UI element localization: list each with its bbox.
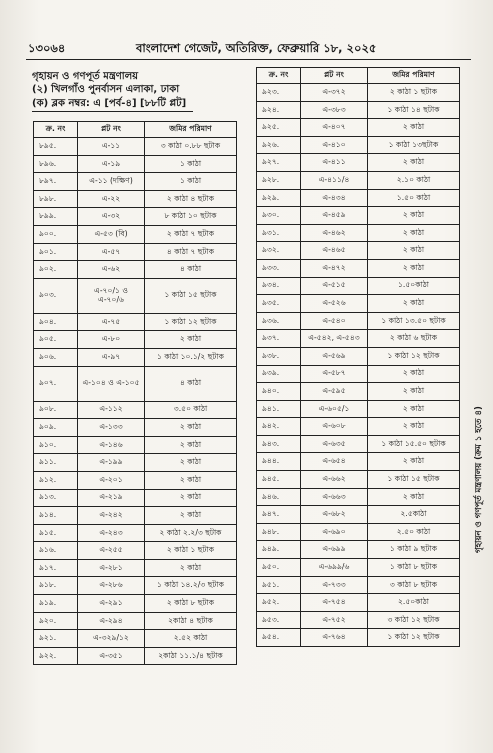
plot-no-cell: এ-৩২ (78, 208, 145, 226)
land-area-cell: ২.৫০কাঠা (368, 594, 460, 612)
land-area-cell: ২ কাঠা (368, 453, 460, 471)
land-area-cell: ২ কাঠা (145, 331, 237, 349)
table-row (257, 559, 460, 577)
table-row (257, 189, 460, 207)
serial-cell: ৯১৯. (34, 595, 78, 613)
table-row (34, 190, 237, 208)
land-area-cell: ১ কাঠা ১৪ ছটাক (368, 101, 460, 119)
serial-cell: ৯৩৩. (257, 259, 301, 277)
serial-cell: ৯২০. (34, 612, 78, 630)
area-name: (২) খিলগাঁও পুনর্বাসন এলাকা, ঢাকা (32, 84, 180, 95)
plot-no-cell: এ-৪৩৪ (301, 189, 368, 207)
table-row (257, 541, 460, 559)
serial-cell: ৯০৮. (34, 401, 78, 419)
serial-cell: ৯০৫. (34, 331, 78, 349)
land-area-cell: ১ কাঠা ১৫.৫০ ছটাক (368, 435, 460, 453)
plot-no-cell: এ-১১২ (78, 401, 145, 419)
table-row (257, 506, 460, 524)
land-area-cell: ২.১০ কাঠা (368, 171, 460, 189)
plot-no-cell: এ-৭৫ (78, 313, 145, 331)
table-row (34, 577, 237, 595)
plot-no-cell: এ-৩৮৩ (301, 101, 368, 119)
serial-cell: ৯১২. (34, 471, 78, 489)
land-area-cell: ৮ কাঠা ১০ ছটাক (145, 208, 237, 226)
plot-no-cell: এ-২৫৫ (78, 542, 145, 560)
table-row (34, 507, 237, 525)
header-rule (26, 59, 471, 60)
serial-cell: ৯৫২. (257, 594, 301, 612)
land-area-cell: ২ কাঠা (368, 119, 460, 137)
land-area-cell: ২ কাঠা (145, 559, 237, 577)
table-row (34, 595, 237, 613)
col-header-area: জমির পরিমাণ (145, 122, 237, 138)
table-row (257, 295, 460, 313)
serial-cell: ৯৪৭. (257, 506, 301, 524)
side-margin-note: গৃহায়ন ও গণপূর্ত মন্ত্রণালয় (ক্রম ১ হতে ৪) (474, 406, 484, 553)
serial-cell: ৯০৬. (34, 348, 78, 366)
land-area-cell: ১ কাঠা ১৩.৫০ ছটাক (368, 312, 460, 330)
table-row (257, 400, 460, 418)
land-area-cell: ২ কাঠা (368, 295, 460, 313)
col-header-plot: প্লট নং (301, 68, 368, 84)
land-area-cell: ২.৫কাঠা (368, 506, 460, 524)
serial-cell: ৯০০. (34, 225, 78, 243)
serial-cell: ৯৪৪. (257, 453, 301, 471)
land-area-cell: ১ কাঠা ১২ ছটাক (368, 347, 460, 365)
plot-no-cell: এ-১১ (দক্ষিণ) (78, 173, 145, 191)
plot-table-left (33, 121, 237, 665)
plot-no-cell: এ-৪৬২ (301, 224, 368, 242)
land-area-cell: ২ কাঠা (368, 383, 460, 401)
table-row (257, 435, 460, 453)
serial-cell: ৮৯৮. (34, 190, 78, 208)
serial-cell: ৯৫১. (257, 576, 301, 594)
table-row (257, 453, 460, 471)
land-area-cell: ২ কাঠা (368, 242, 460, 260)
table-row (34, 647, 237, 665)
gazette-title: বাংলাদেশ গেজেট, অতিরিক্ত, ফেব্রুয়ারি ১৮, ২০২৫ (136, 41, 377, 55)
serial-cell: ৯৩৪. (257, 277, 301, 295)
serial-cell: ৯৪১. (257, 400, 301, 418)
land-area-cell: ১ কাঠা ১০.১/২ ছটাক (145, 348, 237, 366)
serial-cell: ৯৫৪. (257, 629, 301, 647)
plot-no-cell: এ-৫৯৫ (301, 383, 368, 401)
serial-cell: ৯৪৫. (257, 471, 301, 489)
serial-cell: ৯১৭. (34, 559, 78, 577)
table-row (257, 594, 460, 612)
plot-no-cell: এ-১৩৩ (78, 419, 145, 437)
table-row (257, 312, 460, 330)
col-header-plot: প্লট নং (78, 122, 145, 138)
table-row (257, 277, 460, 295)
plot-table-right (256, 67, 460, 647)
table-row (257, 154, 460, 172)
plot-no-cell: এ-৫১৫ (301, 277, 368, 295)
table-row (257, 347, 460, 365)
serial-cell: ৯৩২. (257, 242, 301, 260)
serial-cell: ৯১৩. (34, 489, 78, 507)
serial-cell: ৯২৩. (257, 84, 301, 102)
table-row (257, 224, 460, 242)
table-row (34, 313, 237, 331)
plot-no-cell: এ-৬২ (78, 261, 145, 279)
serial-cell: ৯১১. (34, 454, 78, 472)
table-row (34, 348, 237, 366)
serial-cell: ৯২৭. (257, 154, 301, 172)
table-row (34, 261, 237, 279)
plot-no-cell: এ-৬০৫/১ (301, 400, 368, 418)
land-area-cell: ২ কাঠা (145, 419, 237, 437)
table-row (34, 331, 237, 349)
plot-no-cell: এ-৬৬৩ (301, 488, 368, 506)
land-area-cell: ৪ কাঠা ৭ ছটাক (145, 243, 237, 261)
land-area-cell: ১ কাঠা ১২ ছটাক (145, 313, 237, 331)
table-row (257, 365, 460, 383)
land-area-cell: ২ কাঠা (145, 489, 237, 507)
plot-no-cell: এ-২২ (78, 190, 145, 208)
land-area-cell: ৩ কাঠা ০.৮৮ ছটাক (145, 138, 237, 156)
plot-no-cell: এ-৮০ (78, 331, 145, 349)
block-underline (32, 111, 193, 112)
table-row (257, 611, 460, 629)
plot-no-cell: এ-৪১০ (301, 136, 368, 154)
plot-no-cell: এ-৫৭ (78, 243, 145, 261)
plot-no-cell: এ-২৯১ (78, 595, 145, 613)
serial-cell: ৯৪৮. (257, 523, 301, 541)
table-row (257, 488, 460, 506)
serial-cell: ৯২৯. (257, 189, 301, 207)
table-row (257, 629, 460, 647)
land-area-cell: ২ কাঠা (368, 259, 460, 277)
serial-cell: ৯৪০. (257, 383, 301, 401)
land-area-cell: ২.৫২ কাঠা (145, 630, 237, 648)
col-header-sl: ক্র. নং (257, 68, 301, 84)
table-row (257, 576, 460, 594)
plot-no-cell: এ-১৯৯ (78, 454, 145, 472)
table-row (34, 278, 237, 313)
page-number: ১৩০৬৪ (28, 41, 66, 55)
land-area-cell: ২ কাঠা (368, 400, 460, 418)
serial-cell: ৯০৩. (34, 278, 78, 313)
land-area-cell: ২ কাঠা ৪ ছটাক (145, 190, 237, 208)
plot-no-cell: এ-১৪৬ (78, 436, 145, 454)
table-row (34, 630, 237, 648)
ministry-name: গৃহায়ন ও গণপূর্ত মন্ত্রণালয় (32, 71, 139, 82)
serial-cell: ৯৩১. (257, 224, 301, 242)
plot-no-cell: এ-১১ (78, 138, 145, 156)
table-header-row (34, 122, 237, 138)
plot-no-cell: এ-৫৮৭ (301, 365, 368, 383)
plot-no-cell: এ-১০৪ ও এ-১০৫ (78, 366, 145, 401)
plot-no-cell: এ-৪৫৯ (301, 207, 368, 225)
serial-cell: ৯০৭. (34, 366, 78, 401)
serial-cell: ৯২৪. (257, 101, 301, 119)
land-area-cell: ২ কাঠা (368, 488, 460, 506)
plot-no-cell: এ-২৪৩ (78, 524, 145, 542)
land-area-cell: ২ কাঠা (145, 471, 237, 489)
land-area-cell: ৩.৫০ কাঠা (145, 401, 237, 419)
plot-no-cell: এ-৯৭ (78, 348, 145, 366)
serial-cell: ৮৯৯. (34, 208, 78, 226)
block-name: (ক) ব্লক নম্বর: এ [পর্ব-৪] [৮৮টি প্লট] (32, 98, 187, 109)
serial-cell: ৯২১. (34, 630, 78, 648)
plot-no-cell: এ-২৮৬ (78, 577, 145, 595)
table-header-row (257, 68, 460, 84)
table-row (257, 330, 460, 348)
land-area-cell: ১ কাঠা ১২ ছটাক (368, 629, 460, 647)
land-area-cell: ১.৫০কাঠা (368, 277, 460, 295)
land-area-cell: ১ কাঠা ৮ ছটাক (368, 559, 460, 577)
serial-cell: ৮৯৫. (34, 138, 78, 156)
plot-no-cell: এ-১৯ (78, 155, 145, 173)
table-row (257, 84, 460, 102)
table-row (257, 242, 460, 260)
plot-no-cell: এ-৬৯৯ (301, 541, 368, 559)
plot-no-cell: এ-৫২৬ (301, 295, 368, 313)
land-area-cell: ১ কাঠা ১৪.২/৩ ছটাক (145, 577, 237, 595)
table-row (257, 101, 460, 119)
plot-no-cell: এ-৪১১/৪ (301, 171, 368, 189)
serial-cell: ৯৩৮. (257, 347, 301, 365)
table-row (34, 138, 237, 156)
serial-cell: ৯০১. (34, 243, 78, 261)
land-area-cell: ২ কাঠা ৮ ছটাক (145, 595, 237, 613)
table-row (257, 383, 460, 401)
serial-cell: ৯০৪. (34, 313, 78, 331)
plot-no-cell: এ-৪০৭ (301, 119, 368, 137)
table-row (34, 155, 237, 173)
table-row (257, 471, 460, 489)
serial-cell: ৯৩৯. (257, 365, 301, 383)
serial-cell: ৮৯৬. (34, 155, 78, 173)
col-header-area: জমির পরিমাণ (368, 68, 460, 84)
table-row (257, 523, 460, 541)
plot-no-cell: এ-২১৯ (78, 489, 145, 507)
serial-cell: ৯০৯. (34, 419, 78, 437)
table-row (257, 119, 460, 137)
table-row (34, 243, 237, 261)
serial-cell: ৯০২. (34, 261, 78, 279)
table-row (34, 612, 237, 630)
serial-cell: ৯৪৩. (257, 435, 301, 453)
table-row (34, 173, 237, 191)
plot-no-cell: এ-৫৩ (বি) (78, 225, 145, 243)
land-area-cell: ১.৫০ কাঠা (368, 189, 460, 207)
land-area-cell: ২ কাঠা (368, 418, 460, 436)
table-row (257, 418, 460, 436)
land-area-cell: ২ কাঠা (368, 365, 460, 383)
land-area-cell: ২কাঠা ১১.১/৪ ছটাক (145, 647, 237, 665)
table-row (34, 524, 237, 542)
table-row (257, 171, 460, 189)
serial-cell: ৯২৮. (257, 171, 301, 189)
serial-cell: ৯৪৯. (257, 541, 301, 559)
table-row (34, 489, 237, 507)
plot-no-cell: এ-৬০৮ (301, 418, 368, 436)
page-header (28, 40, 468, 56)
serial-cell: ৯৩৫. (257, 295, 301, 313)
land-area-cell: ২.৫০ কাঠা (368, 523, 460, 541)
land-area-cell: ২ কাঠা ৬ ছটাক (368, 330, 460, 348)
plot-no-cell: এ-২৯৪ (78, 612, 145, 630)
plot-no-cell: এ-৪১১ (301, 154, 368, 172)
plot-no-cell: এ-৭৬৪ (301, 629, 368, 647)
table-row (34, 225, 237, 243)
table-row (34, 471, 237, 489)
serial-cell: ৯১৫. (34, 524, 78, 542)
serial-cell: ৯৫০. (257, 559, 301, 577)
plot-no-cell: এ-৩২৯/১২ (78, 630, 145, 648)
serial-cell: ৯১৬. (34, 542, 78, 560)
serial-cell: ৯২২. (34, 647, 78, 665)
plot-no-cell: এ-৭৩৩ (301, 576, 368, 594)
plot-no-cell: এ-৩৫১ (78, 647, 145, 665)
plot-no-cell: এ-৬৯৯/৬ (301, 559, 368, 577)
land-area-cell: ২ কাঠা ১ ছটাক (145, 542, 237, 560)
table-row (34, 559, 237, 577)
serial-cell: ৯৩০. (257, 207, 301, 225)
serial-cell: ৯৩৭. (257, 330, 301, 348)
plot-no-cell: এ-৭৫২ (301, 611, 368, 629)
col-header-sl: ক্র. নং (34, 122, 78, 138)
table-row (34, 366, 237, 401)
land-area-cell: ২ কাঠা (368, 207, 460, 225)
table-row (257, 136, 460, 154)
plot-no-cell: এ-৬৯০ (301, 523, 368, 541)
serial-cell: ৯২৫. (257, 119, 301, 137)
serial-cell: ৯৪২. (257, 418, 301, 436)
land-area-cell: ২ কাঠা ১ ছটাক (368, 84, 460, 102)
serial-cell: ৯৫৩. (257, 611, 301, 629)
land-area-cell: ১ কাঠা ১৩ছটাক (368, 136, 460, 154)
land-area-cell: ৪ কাঠা (145, 261, 237, 279)
land-area-cell: ১ কাঠা ৯ ছটাক (368, 541, 460, 559)
land-area-cell: ১ কাঠা ১৫ ছটাক (145, 278, 237, 313)
table-row (34, 419, 237, 437)
land-area-cell: ২কাঠা ৪ ছটাক (145, 612, 237, 630)
plot-no-cell: এ-৬৩৫ (301, 435, 368, 453)
land-area-cell: ৩ কাঠা ১২ ছটাক (368, 611, 460, 629)
serial-cell: ৯২৬. (257, 136, 301, 154)
plot-no-cell: এ-৬৬২ (301, 471, 368, 489)
plot-no-cell: এ-৪৬৫ (301, 242, 368, 260)
land-area-cell: ১ কাঠা ১৫ ছটাক (368, 471, 460, 489)
serial-cell: ৯১৪. (34, 507, 78, 525)
land-area-cell: ২ কাঠা ২.২/৩ ছটাক (145, 524, 237, 542)
plot-no-cell: এ-৩৭২ (301, 84, 368, 102)
land-area-cell: ১ কাঠা (145, 155, 237, 173)
plot-no-cell: এ-৭৫৪ (301, 594, 368, 612)
land-area-cell: ২ কাঠা (368, 224, 460, 242)
plot-no-cell: এ-২৪২ (78, 507, 145, 525)
serial-cell: ৮৯৭. (34, 173, 78, 191)
table-row (34, 401, 237, 419)
land-area-cell: ২ কাঠা (145, 507, 237, 525)
plot-no-cell: এ-৪৭২ (301, 259, 368, 277)
plot-no-cell: এ-৭০/১ ও এ-৭০/৬ (78, 278, 145, 313)
table-row (34, 436, 237, 454)
serial-cell: ৯১৮. (34, 577, 78, 595)
plot-no-cell: এ-৬৮২ (301, 506, 368, 524)
serial-cell: ৯৪৬. (257, 488, 301, 506)
plot-no-cell: এ-৫৪০ (301, 312, 368, 330)
plot-no-cell: এ-৬৫৪ (301, 453, 368, 471)
table-row (257, 207, 460, 225)
land-area-cell: ২ কাঠা (368, 154, 460, 172)
land-area-cell: ২ কাঠা (145, 454, 237, 472)
plot-no-cell: এ-২০১ (78, 471, 145, 489)
plot-no-cell: এ-৫৪২, এ-৫৪৩ (301, 330, 368, 348)
plot-no-cell: এ-২৮১ (78, 559, 145, 577)
land-area-cell: ২ কাঠা ৭ ছটাক (145, 225, 237, 243)
table-row (34, 542, 237, 560)
serial-cell: ৯৩৬. (257, 312, 301, 330)
land-area-cell: ৩ কাঠা ৮ ছটাক (368, 576, 460, 594)
serial-cell: ৯১০. (34, 436, 78, 454)
table-row (257, 259, 460, 277)
land-area-cell: ৪ কাঠা (145, 366, 237, 401)
table-row (34, 208, 237, 226)
table-row (34, 454, 237, 472)
plot-no-cell: এ-৫৬৯ (301, 347, 368, 365)
land-area-cell: ১ কাঠা (145, 173, 237, 191)
land-area-cell: ২ কাঠা (145, 436, 237, 454)
